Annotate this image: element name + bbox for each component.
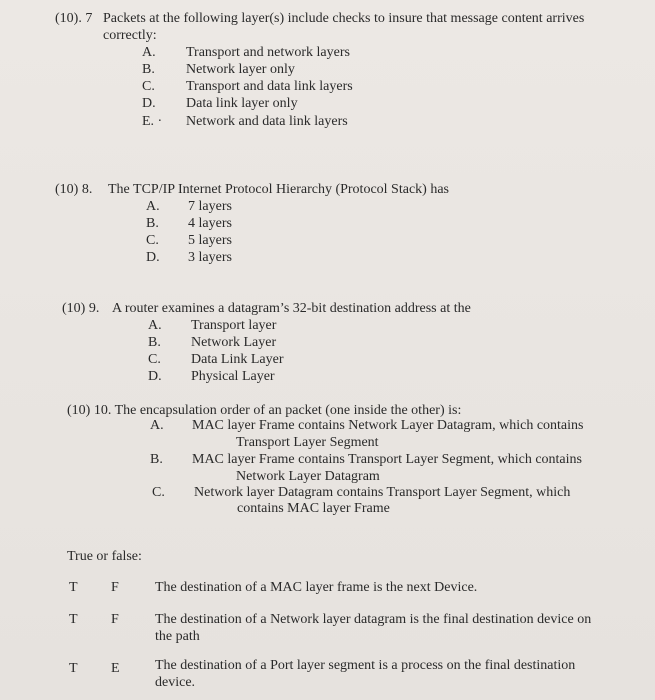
q9-option-b-text: Network Layer bbox=[191, 335, 277, 350]
q9-option-c-text: Data Link Layer bbox=[191, 352, 284, 367]
q9-option-b-letter: B. bbox=[148, 335, 161, 350]
q7-option-a-letter: A. bbox=[142, 45, 156, 60]
tf-1-true[interactable]: T bbox=[69, 580, 78, 595]
q7-stem-line1: Packets at the following layer(s) include checks to insure that message content arrives bbox=[103, 11, 585, 26]
q10-option-c-letter: C. bbox=[152, 485, 165, 500]
q7-option-a-text: Transport and network layers bbox=[186, 45, 350, 60]
q10-option-a-line1: MAC layer Frame contains Network Layer Datagram, which contains bbox=[192, 418, 584, 433]
q9-option-a-text: Transport layer bbox=[191, 318, 277, 333]
tf-3-statement-line2: device. bbox=[155, 675, 196, 690]
tf-3-statement-line1: The destination of a Port layer segment is a process on the final destination bbox=[155, 658, 576, 673]
q10-option-a-line2: Transport Layer Segment bbox=[236, 435, 379, 450]
q7-option-b-letter: B. bbox=[142, 62, 155, 77]
q7-option-e-letter: E. · bbox=[142, 114, 163, 129]
q7-stem-line2: correctly: bbox=[103, 28, 157, 43]
q10-option-c-line2: contains MAC layer Frame bbox=[237, 501, 390, 516]
tf-1-statement: The destination of a MAC layer frame is the next Device. bbox=[155, 580, 478, 595]
q10-option-b-line1: MAC layer Frame contains Transport Layer Segment, which contains bbox=[192, 452, 582, 467]
q9-option-a-letter: A. bbox=[148, 318, 162, 333]
q7-number: (10). 7 bbox=[55, 11, 93, 26]
q8-option-c-letter: C. bbox=[146, 233, 159, 248]
tf-2-true[interactable]: T bbox=[69, 612, 78, 627]
tf-2-statement-line2: the path bbox=[155, 629, 200, 644]
q10-stem: (10) 10. The encapsulation order of an packet (one inside the other) is: bbox=[67, 403, 462, 418]
q10-option-b-letter: B. bbox=[150, 452, 163, 467]
q7-option-c-text: Transport and data link layers bbox=[186, 79, 353, 94]
q8-option-b-letter: B. bbox=[146, 216, 159, 231]
q7-option-b-text: Network layer only bbox=[186, 62, 295, 77]
tf-2-statement-line1: The destination of a Network layer datagram is the final destination device on bbox=[155, 612, 592, 627]
q9-number: (10) 9. bbox=[62, 301, 100, 316]
q10-option-c-line1: Network layer Datagram contains Transport Layer Segment, which bbox=[194, 485, 571, 500]
true-false-heading: True or false: bbox=[67, 549, 142, 564]
q8-option-d-letter: D. bbox=[146, 250, 160, 265]
q8-option-d-text: 3 layers bbox=[188, 250, 232, 265]
q9-option-c-letter: C. bbox=[148, 352, 161, 367]
q8-option-c-text: 5 layers bbox=[188, 233, 232, 248]
q10-option-a-letter: A. bbox=[150, 418, 164, 433]
q9-option-d-letter: D. bbox=[148, 369, 162, 384]
q7-option-c-letter: C. bbox=[142, 79, 155, 94]
q8-option-a-letter: A. bbox=[146, 199, 160, 214]
q7-option-e-text: Network and data link layers bbox=[186, 114, 348, 129]
q8-option-b-text: 4 layers bbox=[188, 216, 232, 231]
q10-option-b-line2: Network Layer Datagram bbox=[236, 469, 380, 484]
q9-stem: A router examines a datagram’s 32-bit destination address at the bbox=[112, 301, 471, 316]
q9-option-d-text: Physical Layer bbox=[191, 369, 275, 384]
tf-1-false[interactable]: F bbox=[111, 580, 119, 595]
q7-option-d-text: Data link layer only bbox=[186, 96, 298, 111]
q8-option-a-text: 7 layers bbox=[188, 199, 232, 214]
tf-3-false[interactable]: E bbox=[111, 661, 120, 676]
tf-3-true[interactable]: T bbox=[69, 661, 78, 676]
q8-stem: The TCP/IP Internet Protocol Hierarchy (Protocol Stack) has bbox=[108, 182, 449, 197]
tf-2-false[interactable]: F bbox=[111, 612, 119, 627]
q8-number: (10) 8. bbox=[55, 182, 93, 197]
q7-option-d-letter: D. bbox=[142, 96, 156, 111]
